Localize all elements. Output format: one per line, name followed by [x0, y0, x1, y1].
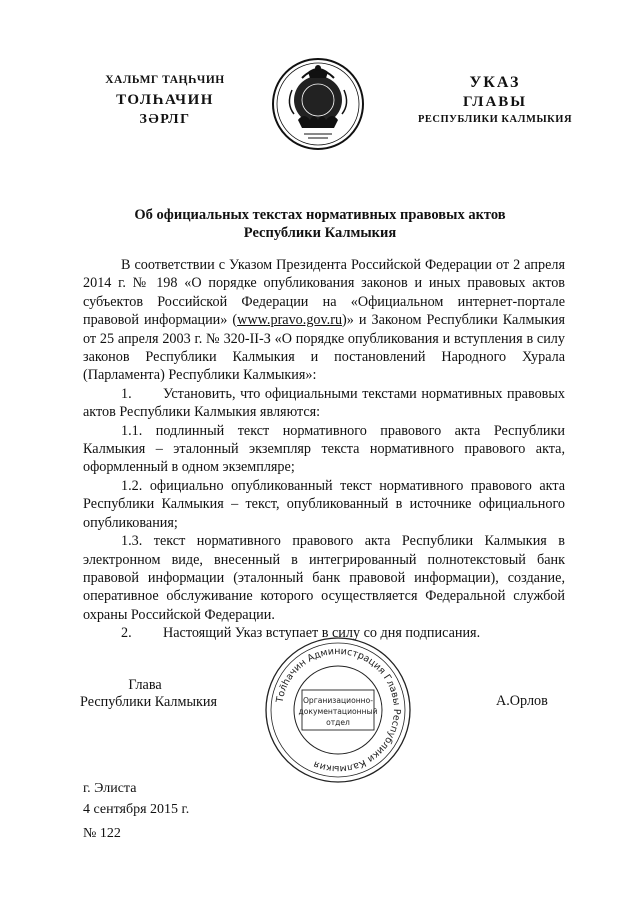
- signatory-name: А.Орлов: [496, 693, 548, 709]
- item-2-text: Настоящий Указ вступает в силу со дня подписания.: [163, 625, 481, 642]
- item-1-number: 1.: [121, 385, 132, 402]
- item-1-3: [83, 532, 565, 624]
- item-1-3-number: 1.3.: [121, 533, 143, 550]
- header-kalmyk-line2: ТОЛҺАЧИН: [116, 92, 214, 108]
- item-1-3-text: текст нормативного правового акта Республики Калмыкия в электронном виде, внесенный в интегрированный полнотекстовый банк правовой информации (эталонный банк правовой информации), создание, оперативное обслуживание которого осуществляется Федеральной службой охраны Российской Федерации.: [83, 533, 565, 623]
- header-glavy: ГЛАВЫ: [462, 94, 528, 110]
- official-stamp: [262, 634, 414, 786]
- stamp-center-line2: документационный: [298, 707, 378, 716]
- header-republic: РЕСПУБЛИКИ КАЛМЫКИЯ: [417, 114, 573, 125]
- item-1-1-text: подлинный текст нормативного правового акта Республики Калмыкия – эталонный экземпляр текста нормативного правового акта, оформленный в одном экземпляре;: [83, 422, 565, 476]
- stamp-center-line3: отдел: [326, 718, 350, 727]
- item-1-text: Установить, что официальными текстами нормативных правовых актов Республики Калмыкия являются:: [83, 385, 565, 421]
- header-kalmyk-line3: ЗӘРЛГ: [139, 112, 191, 127]
- document-date: 4 сентября 2015 г.: [83, 802, 190, 817]
- document-body: [83, 256, 565, 643]
- item-1-1-number: 1.1.: [121, 422, 143, 439]
- item-1-1: [83, 422, 565, 477]
- coat-of-arms-emblem: [268, 54, 368, 154]
- item-1-2-text: официально опубликованный текст нормативного правового акта Республики Калмыкия – текст, опубликованный в источнике официального опубликования;: [83, 477, 566, 531]
- stamp-center-line1: Организационно-: [302, 696, 374, 705]
- item-1: [83, 385, 565, 422]
- document-title: [60, 206, 580, 242]
- signature-position-line2: Республики Калмыкия: [80, 694, 218, 710]
- title-line2: Республики Калмыкия: [243, 225, 397, 241]
- pravo-link[interactable]: www.pravo.gov.ru: [237, 312, 343, 329]
- intro-text: В соответствии с Указом Президента Российской Федерации от 2 апреля 2014 г. № 198 «О порядке опубликования законов и иных правовых актов субъектов Российской Федерации на «Официальном интернет-портале правовой информации» (: [83, 257, 565, 329]
- document-number: № 122: [83, 826, 121, 841]
- signature-position-line1: Глава: [128, 677, 162, 693]
- title-line1: Об официальных текстах нормативных правовых актов: [134, 207, 506, 223]
- document-place: г. Элиста: [83, 781, 137, 796]
- intro-text-end: )» и Законом Республики Калмыкия от 25 апреля 2003 г. № 320-II-З «О порядке опубликования и вступления в силу законов Республики Калмыкия и постановлений Народного Хурала (Парламента) Республики Калмыкия»:: [83, 312, 566, 384]
- item-2-number: 2.: [121, 625, 132, 642]
- item-1-2-number: 1.2.: [121, 477, 143, 494]
- intro-paragraph: [83, 256, 565, 385]
- item-1-2: [83, 477, 565, 532]
- header-ukaz: УКАЗ: [469, 74, 521, 91]
- header-kalmyk-line1: ХАЛЬМГ ТАҢҺЧИН: [105, 74, 225, 86]
- stamp-ring-text: Тол̄һачин Администрация Главы Республики Калмыкия: [274, 645, 403, 775]
